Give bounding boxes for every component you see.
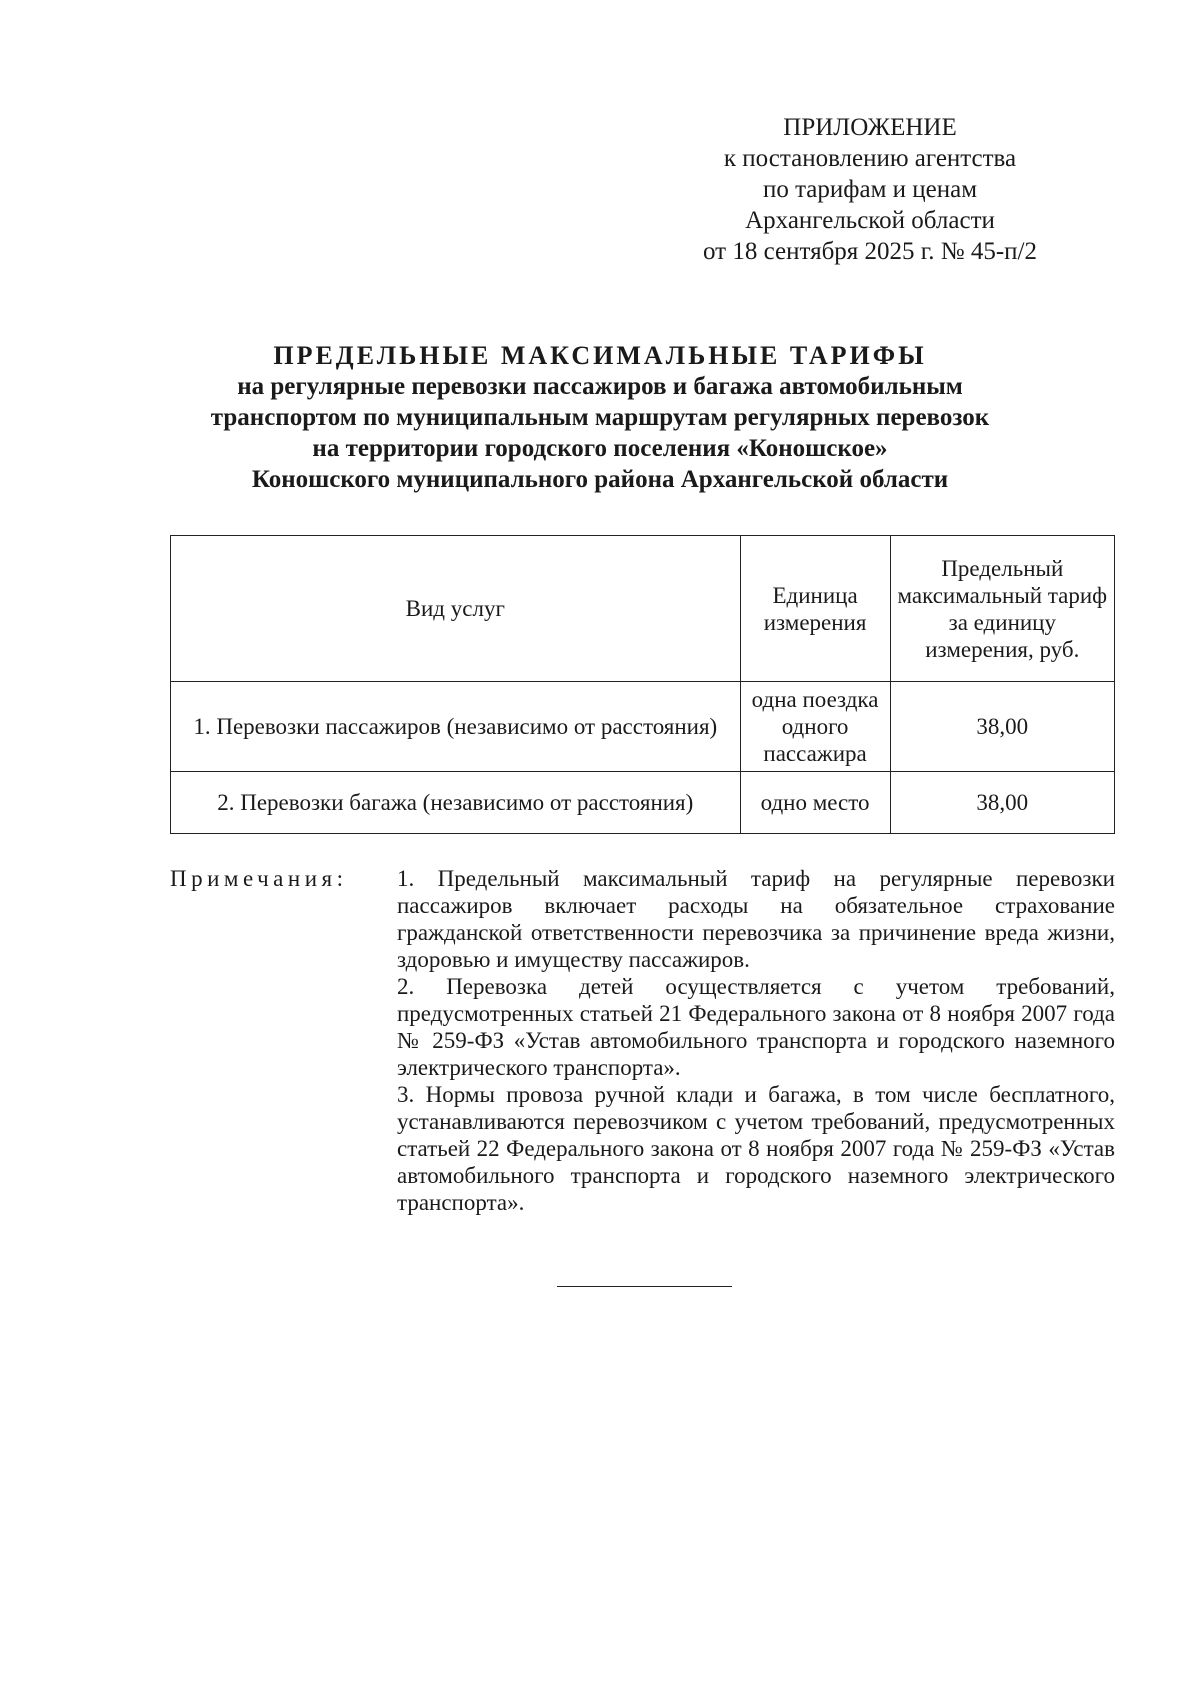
document-title [150,340,1050,495]
table-row [171,772,1115,834]
header-service-type: Вид услуг [171,536,741,682]
document-title-main: ПРЕДЕЛЬНЫЕ МАКСИМАЛЬНЫЕ ТАРИФЫ [273,341,927,370]
tariff-table [170,535,1115,834]
table-header-row [171,536,1115,682]
table-row [171,682,1115,772]
document-title-line: транспортом по муниципальным маршрутам регулярных перевозок [210,404,990,431]
document-title-line: на территории городского поселения «Коношское» [312,435,888,462]
appendix-date-number: от 18 сентября 2025 г. № 45-п/2 [703,238,1037,265]
header-max-tariff: Предельный максимальный тариф за единицу измерения, руб. [890,536,1114,682]
appendix-title: ПРИЛОЖЕНИЕ [783,114,957,141]
notes-list [397,865,1115,1216]
appendix-line: по тарифам и ценам [762,176,978,203]
document-title-line: Коношского муниципального района Архангельской области [251,466,949,493]
note-item: 1. Предельный максимальный тариф на регулярные перевозки пассажиров включает расходы на обязательное страхование гражданской ответственности перевозчика за причинение вреда жизни, здоровью и имуществу пассажиров. [397,866,1115,972]
cell-unit: одна поездка одного пассажира [740,682,890,772]
note-item: 2. Перевозка детей осуществляется с учетом требований, предусмотренных статьей 21 Федерального закона от 8 ноября 2007 года № 259-ФЗ «Устав автомобильного транспорта и городского наземного электрического транспорта». [397,974,1115,1080]
appendix-line: Архангельской области [745,207,995,234]
note-item: 3. Нормы провоза ручной клади и багажа, в том числе бесплатного, устанавливаются перевозчиком с учетом требований, предусмотренных статьей 22 Федерального закона от 8 ноября 2007 года № 259-ФЗ «Устав автомобильного транспорта и городского наземного электрического транспорта». [397,1082,1115,1215]
appendix-header [660,112,1080,267]
cell-price: 38,00 [890,682,1114,772]
cell-service: 1. Перевозки пассажиров (независимо от расстояния) [171,682,741,772]
appendix-line: к постановлению агентства [723,145,1017,172]
closing-divider [557,1286,732,1287]
notes-label: Примечания: [170,866,348,891]
cell-service: 2. Перевозки багажа (независимо от расстояния) [171,772,741,834]
document-title-line: на регулярные перевозки пассажиров и багажа автомобильным [237,373,963,400]
cell-unit: одно место [740,772,890,834]
cell-price: 38,00 [890,772,1114,834]
header-unit: Единица измерения [740,536,890,682]
